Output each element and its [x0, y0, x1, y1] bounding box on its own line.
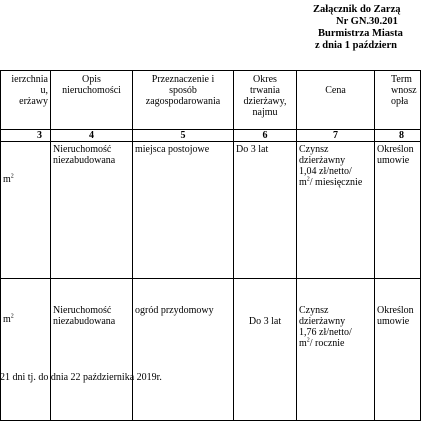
header-period: Okres trwania dzierżawy, najmu	[234, 71, 297, 130]
header-area: ierzchnia u, erżawy	[1, 71, 51, 130]
column-number: 8	[375, 130, 421, 142]
area-cell: $m^2$	[1, 142, 51, 279]
purpose-cell: ogród przydomowy	[133, 279, 234, 421]
period-cell: Do 3 lat	[234, 142, 297, 279]
description-cell: Nieruchomość niezabudowana	[51, 279, 133, 421]
payment-term-cell: Określon umowie	[375, 142, 421, 279]
lease-table	[0, 70, 421, 421]
price-cell: Czynsz dzierżawny 1,04 zł/netto/ $m^2/$ miesięcznie	[297, 142, 375, 279]
area-cell: $m^2$	[1, 279, 51, 421]
header-line-2: Nr GN.30.201	[336, 16, 398, 27]
column-number: 4	[51, 130, 133, 142]
payment-term-cell: Określon umowie	[375, 279, 421, 421]
footer-note: 21 dni tj. do dnia 22 października 2019r.	[0, 372, 162, 383]
table-row	[1, 279, 421, 421]
header-line-1: Załącznik do Zarzą	[313, 4, 401, 15]
column-number: 7	[297, 130, 375, 142]
column-number-row	[1, 130, 421, 142]
table-header-row	[1, 71, 421, 130]
description-cell: Nieruchomość niezabudowana	[51, 142, 133, 279]
price-cell: Czynsz dzierżawny 1,76 zł/netto/ $m^2/$ rocznie	[297, 279, 375, 421]
header-payment-term: Term wnosz opła	[375, 71, 421, 130]
column-number: 5	[133, 130, 234, 142]
column-number: 3	[1, 130, 51, 142]
header-description: Opis nieruchomości	[51, 71, 133, 130]
header-line-4: z dnia 1 październ	[315, 40, 397, 51]
purpose-cell: miejsca postojowe	[133, 142, 234, 279]
header-price: Cena	[297, 71, 375, 130]
header-purpose: Przeznaczenie i sposób zagospodarowania	[133, 71, 234, 130]
header-line-3: Burmistrza Miasta	[318, 28, 403, 39]
column-number: 6	[234, 130, 297, 142]
table-row	[1, 142, 421, 279]
period-cell: Do 3 lat	[234, 279, 297, 421]
